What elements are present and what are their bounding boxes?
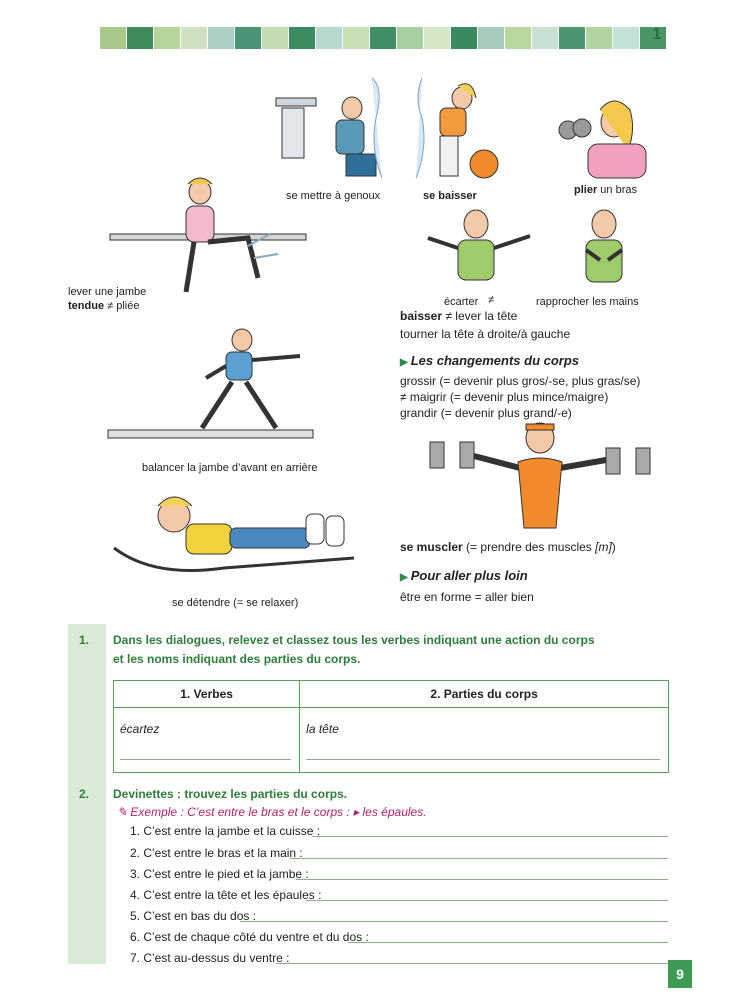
riddle-5: 5. C’est en bas du dos : bbox=[130, 909, 257, 923]
exercise2-example: ✎ Exemple : C’est entre le bras et le corps : ▸ les épaules. bbox=[117, 805, 427, 819]
riddle-1: 1. C’est entre la jambe et la cuisse : bbox=[130, 824, 321, 838]
chapter-number: 1 bbox=[652, 26, 662, 43]
band-square bbox=[208, 27, 234, 49]
relax-caption: se détendre (= se relaxer) bbox=[172, 597, 299, 609]
band-square bbox=[235, 27, 261, 49]
riddle-1-answer-line[interactable] bbox=[312, 836, 668, 837]
riddle-2-answer-line[interactable] bbox=[290, 858, 668, 859]
band-square bbox=[478, 27, 504, 49]
riddle-2: 2. C’est entre le bras et la main : bbox=[130, 846, 303, 860]
verbs-answer-cell[interactable]: écartez bbox=[114, 708, 300, 773]
kneel-caption: se mettre à genoux bbox=[286, 190, 381, 202]
changes-line1: grossir (= devenir plus gros/-se, plus gras/se) bbox=[400, 374, 641, 388]
muscle-line: se muscler (= prendre des muscles [m]) bbox=[400, 540, 616, 554]
bend-arm-caption: plier un bras bbox=[574, 184, 637, 196]
riddle-7: 7. C’est au-dessus du ventre : bbox=[130, 951, 290, 965]
body-parts-answer-cell[interactable]: la tête bbox=[300, 708, 669, 773]
band-square bbox=[127, 27, 153, 49]
riddle-5-answer-line[interactable] bbox=[240, 921, 668, 922]
riddle-6: 6. C’est de chaque côté du ventre et du dos : bbox=[130, 930, 369, 944]
band-square bbox=[586, 27, 612, 49]
swing-caption: balancer la jambe d’avant en arrière bbox=[142, 462, 318, 474]
hands-boys-illustration bbox=[414, 204, 660, 292]
turn-head-line: tourner la tête à droite/à gauche bbox=[400, 327, 571, 341]
exercise1-instruction: Dans les dialogues, relevez et classez tous les verbes indiquant une action du corps et les noms indiquant des parties du corps. bbox=[113, 633, 595, 666]
neq-symbol: ≠ bbox=[488, 294, 495, 306]
riddle-3-answer-line[interactable] bbox=[296, 879, 668, 880]
body-parts-write-line[interactable] bbox=[306, 759, 660, 760]
band-square bbox=[613, 27, 639, 49]
band-square bbox=[424, 27, 450, 49]
bend-caption: se baisser bbox=[423, 190, 477, 202]
relax-man-illustration bbox=[110, 488, 360, 584]
band-square bbox=[154, 27, 180, 49]
band-square bbox=[343, 27, 369, 49]
dumbbell-woman-illustration bbox=[538, 98, 660, 180]
exercise2-number: 2. bbox=[79, 787, 90, 801]
changes-title: ▶ Les changements du corps bbox=[400, 353, 580, 368]
band-square bbox=[181, 27, 207, 49]
pencil-icon: ✎ bbox=[117, 805, 131, 819]
riddle-6-answer-line[interactable] bbox=[348, 942, 668, 943]
band-square bbox=[532, 27, 558, 49]
further-title: ▶ Pour aller plus loin bbox=[400, 568, 528, 583]
riddle-4: 4. C’est entre la tête et les épaules : bbox=[130, 888, 322, 902]
riddle-3: 3. C’est entre le pied et la jambe : bbox=[130, 867, 309, 881]
band-square bbox=[505, 27, 531, 49]
header-color-band bbox=[100, 27, 667, 49]
kneel-bend-illustration bbox=[272, 68, 502, 186]
muscle-man-illustration bbox=[420, 420, 660, 536]
band-square bbox=[370, 27, 396, 49]
band-square bbox=[316, 27, 342, 49]
page-number: 9 bbox=[668, 960, 692, 988]
exercise2-instruction: Devinettes : trouvez les parties du corps. bbox=[113, 787, 348, 801]
leg-caption-line1: lever une jambe bbox=[68, 286, 147, 298]
body-parts-column-header: 2. Parties du corps bbox=[300, 681, 669, 708]
spread-caption: écarter bbox=[444, 296, 479, 308]
swing-leg-illustration bbox=[108, 326, 313, 444]
changes-line2: ≠ maigrir (= devenir plus mince/maigre) bbox=[400, 390, 609, 404]
band-square bbox=[262, 27, 288, 49]
further-line: être en forme = aller bien bbox=[400, 590, 534, 604]
band-square bbox=[397, 27, 423, 49]
verbs-write-line[interactable] bbox=[120, 759, 291, 760]
riddle-7-answer-line[interactable] bbox=[276, 963, 668, 964]
changes-line3: grandir (= devenir plus grand/-e) bbox=[400, 406, 572, 420]
exercise1-number: 1. bbox=[79, 633, 90, 647]
exercise1-table bbox=[113, 680, 669, 773]
leg-caption-line2: tendue ≠ pliée bbox=[68, 300, 140, 312]
band-square bbox=[559, 27, 585, 49]
verbs-column-header: 1. Verbes bbox=[114, 681, 300, 708]
riddle-4-answer-line[interactable] bbox=[306, 900, 668, 901]
band-square bbox=[100, 27, 126, 49]
lower-head-line: baisser ≠ lever la tête bbox=[400, 309, 518, 323]
band-square bbox=[451, 27, 477, 49]
bring-caption: rapprocher les mains bbox=[536, 296, 639, 308]
band-square bbox=[289, 27, 315, 49]
